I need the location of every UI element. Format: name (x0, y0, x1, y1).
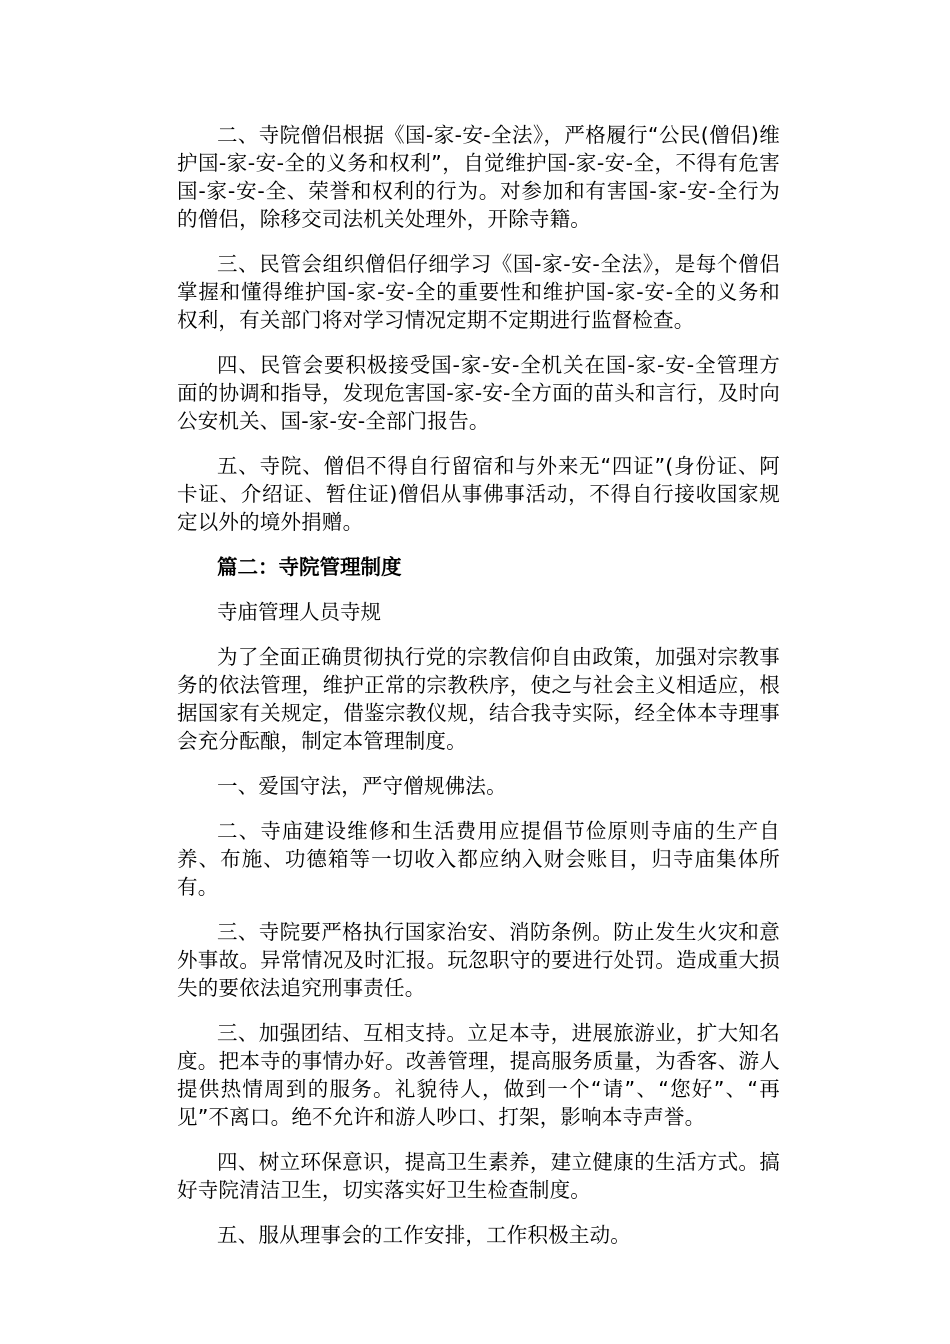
paragraph-national-security-law-duty: 二、寺院僧侣根据《国-家-安-全法》，严格履行“公民(僧侣)维护国-家-安-全的义务和权利”，自觉维护国-家-安-全，不得有危害国-家-安-全、荣誉和权利的行为。对参加和有害国-家-安-全行为的僧侣，除移交司法机关处理外，开除寺籍。 (177, 123, 780, 231)
paragraph-no-lodging: 五、寺院、僧侣不得自行留宿和与外来无“四证”(身份证、阿卡证、介绍证、暂住证)僧侣从事佛事活动，不得自行接收国家规定以外的境外捐赠。 (177, 454, 780, 534)
paragraph-rule-2: 二、寺庙建设维修和生活费用应提倡节俭原则寺庙的生产自养、布施、功德箱等一切收入都应纳入财会账目，归寺庙集体所有。 (177, 819, 780, 899)
paragraph-rule-1: 一、爱国守法，严守僧规佛法。 (217, 774, 507, 798)
paragraph-accept-guidance: 四、民管会要积极接受国-家-安-全机关在国-家-安-全管理方面的协调和指导，发现危害国-家-安-全方面的苗头和言行，及时向公安机关、国-家-安-全部门报告。 (177, 353, 780, 433)
paragraph-preamble: 为了全面正确贯彻执行党的宗教信仰自由政策，加强对宗教事务的依法管理，维护正常的宗教秩序，使之与社会主义相适应，根据国家有关规定，借鉴宗教仪规，结合我寺实际，经全体本寺理事会充分酝酿，制定本管理制度。 (177, 645, 780, 753)
paragraph-study-law: 三、民管会组织僧侣仔细学习《国-家-安-全法》，是每个僧侣掌握和懂得维护国-家-安-全的重要性和维护国-家-安-全的义务和权利，有关部门将对学习情况定期不定期进行监督检查。 (177, 252, 780, 332)
paragraph-rule-3-safety: 三、寺院要严格执行国家治安、消防条例。防止发生火灾和意外事故。异常情况及时汇报。玩忽职守的要进行处罚。造成重大损失的要依法追究刑事责任。 (177, 920, 780, 1000)
section-subtitle: 寺庙管理人员寺规 (217, 600, 381, 624)
paragraph-rule-4: 四、树立环保意识，提高卫生素养，建立健康的生活方式。搞好寺院清洁卫生，切实落实好卫生检查制度。 (177, 1150, 780, 1202)
paragraph-rule-3-unity: 三、加强团结、互相支持。立足本寺，进展旅游业，扩大知名度。把本寺的事情办好。改善管理，提高服务质量，为香客、游人提供热情周到的服务。礼貌待人，做到一个“请”、“您好”、“再见”不离口。绝不允许和游人吵口、打架，影响本寺声誉。 (177, 1021, 780, 1129)
section-heading: 篇二：寺院管理制度 (217, 555, 402, 579)
paragraph-rule-5: 五、服从理事会的工作安排，工作积极主动。 (217, 1223, 631, 1247)
